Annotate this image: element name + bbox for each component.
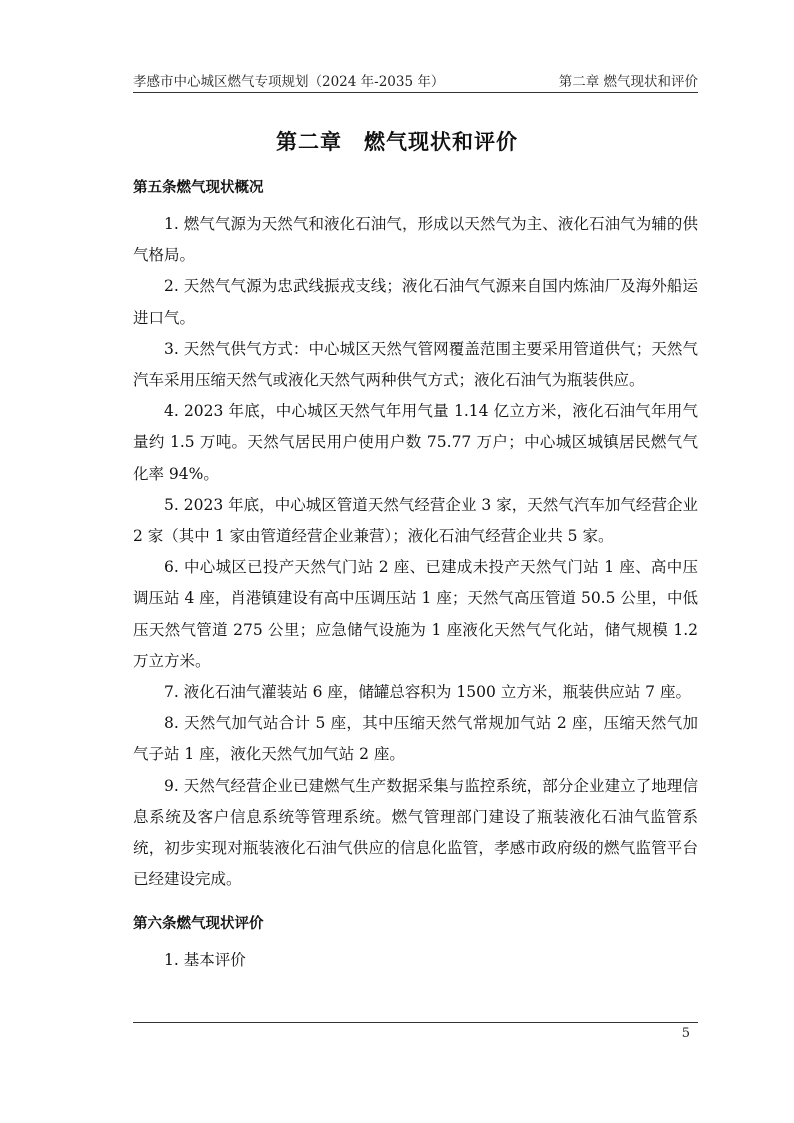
paragraph: 8. 天然气加气站合计 5 座，其中压缩天然气常规加气站 2 座，压缩天然气加气子站 1 座，液化天然气加气站 2 座。 bbox=[133, 714, 698, 764]
paragraph: 9. 天然气经营企业已建燃气生产数据采集与监控系统，部分企业建立了地理信息系统及客户信息系统等管理系统。燃气管理部门建设了瓶装液化石油气监管系统，初步实现对瓶装液化石油气供应的信息化监管，孝感市政府级的燃气监管平台已经建设完成。 bbox=[133, 776, 698, 889]
footer-rule bbox=[133, 1022, 698, 1023]
paragraph: 2. 天然气气源为忠武线振戎支线；液化石油气气源来自国内炼油厂及海外船运进口气。 bbox=[133, 277, 698, 327]
paragraph: 4. 2023 年底，中心城区天然气年用气量 1.14 亿立方米，液化石油气年用气量约 1.5 万吨。天然气居民用户使用户数 75.77 万户；中心城区城镇居民燃气气化率 94%。 bbox=[133, 402, 698, 483]
running-header bbox=[133, 70, 698, 92]
paragraph: 7. 液化石油气灌装站 6 座，储罐总容积为 1500 立方米，瓶装供应站 7 座。 bbox=[164, 683, 691, 702]
paragraph: 1. 燃气气源为天然气和液化石油气，形成以天然气为主、液化石油气为辅的供气格局。 bbox=[133, 215, 698, 265]
header-document-title: 孝感市中心城区燃气专项规划（2024 年-2035 年） bbox=[133, 74, 445, 90]
main-content bbox=[133, 178, 698, 977]
section-title-6: 第六条燃气现状评价 bbox=[133, 916, 264, 933]
paragraph: 5. 2023 年底，中心城区管道天然气经营企业 3 家，天然气汽车加气经营企业 2 家（其中 1 家由管道经营企业兼营）；液化石油气经营企业共 5 家。 bbox=[133, 495, 698, 546]
chapter-title: 第二章 燃气现状和评价 bbox=[276, 130, 518, 154]
paragraph: 1. 基本评价 bbox=[164, 951, 246, 970]
paragraph: 6. 中心城区已投产天然气门站 2 座、已建成未投产天然气门站 1 座、高中压调压站 4 座，肖港镇建设有高中压调压站 1 座；天然气高压管道 50.5 公里，中低压天然气管道 275 公里；应急储气设施为 1 座液化天然气气化站，储气规模 1.2 万立方米。 bbox=[133, 558, 698, 670]
page-number: 5 bbox=[681, 1026, 690, 1041]
section-title-5: 第五条燃气现状概况 bbox=[133, 180, 264, 196]
header-chapter-title: 第二章 燃气现状和评价 bbox=[558, 74, 698, 90]
paragraph: 3. 天然气供气方式：中心城区天然气管网覆盖范围主要采用管道供气；天然气汽车采用压缩天然气或液化天然气两种供气方式；液化石油气为瓶装供应。 bbox=[133, 339, 698, 390]
header-rule bbox=[133, 92, 698, 93]
